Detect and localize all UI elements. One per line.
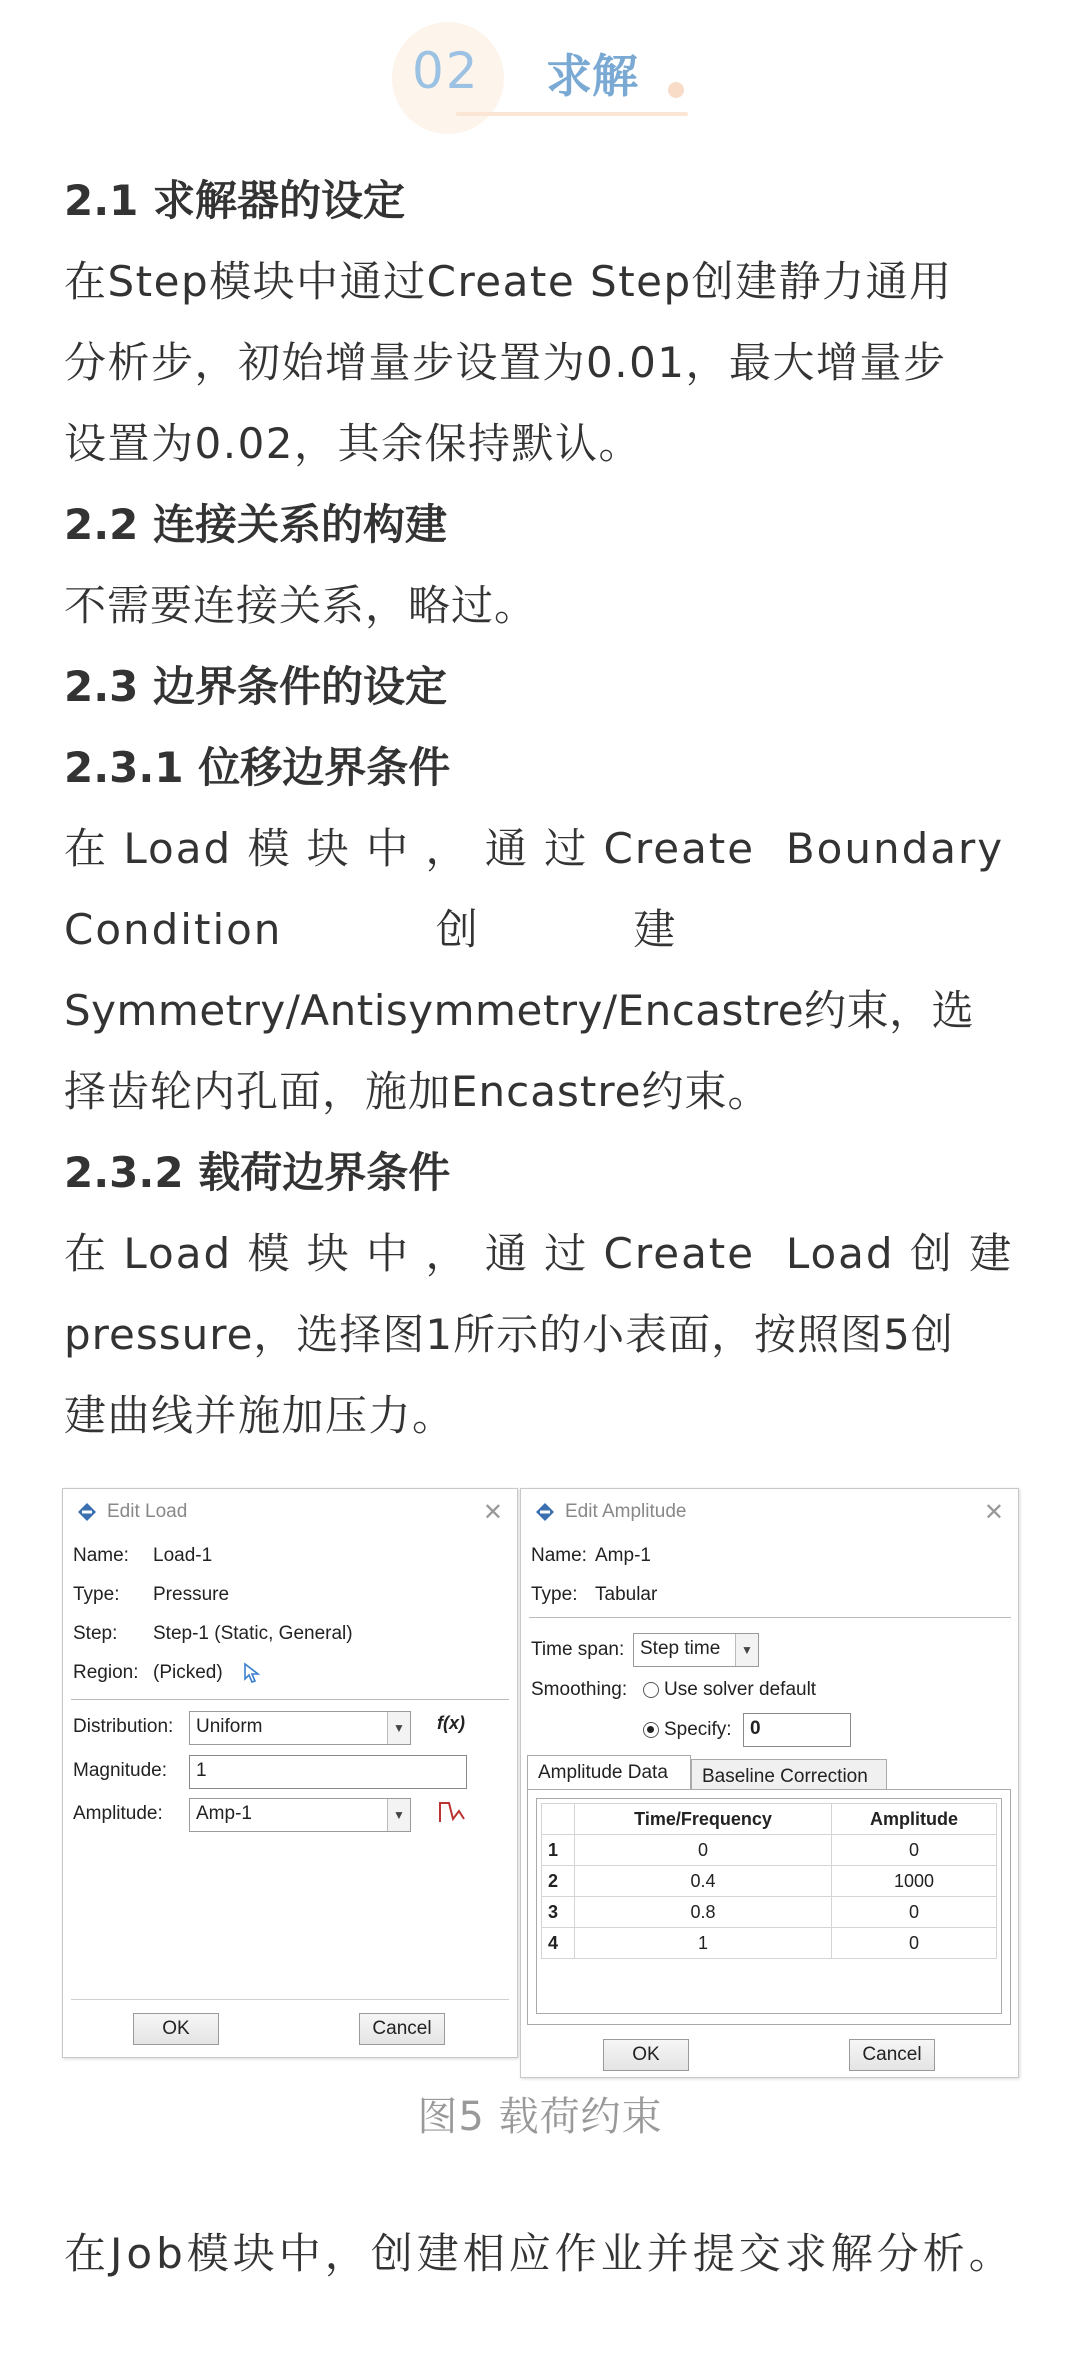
dialog-title: Edit Load bbox=[107, 1501, 188, 1522]
radio-selected-icon bbox=[643, 1722, 659, 1738]
region-value: (Picked) bbox=[153, 1662, 223, 1683]
amplitude-curve-icon[interactable] bbox=[437, 1797, 467, 1827]
closing-paragraph: 在Job模块中，创建相应作业并提交求解分析。 bbox=[64, 2229, 1015, 2278]
heading-displacement-bc: 2.3.1 位移边界条件 bbox=[64, 743, 451, 792]
radio-label: Use solver default bbox=[664, 1679, 817, 1700]
abaqus-app-icon bbox=[77, 1502, 97, 1522]
close-icon[interactable]: ✕ bbox=[983, 1499, 1004, 1526]
amplitude-label: Amplitude: bbox=[73, 1803, 163, 1824]
heading-connection: 2.2 连接关系的构建 bbox=[64, 500, 448, 549]
ok-button[interactable]: OK bbox=[133, 2013, 219, 2045]
amplitude-cell[interactable]: 1000 bbox=[832, 1866, 997, 1897]
section-title: 求解 bbox=[546, 49, 638, 103]
amplitude-selected: Amp-1 bbox=[196, 1803, 252, 1824]
row-number: 2 bbox=[542, 1866, 575, 1897]
step-value: Step-1 (Static, General) bbox=[153, 1623, 353, 1644]
step-label: Step: bbox=[73, 1623, 118, 1644]
time-cell[interactable]: 0 bbox=[575, 1835, 832, 1866]
text-line: Symmetry/Antisymmetry/Encastre约束，选 bbox=[64, 986, 975, 1035]
region-label: Region: bbox=[73, 1662, 139, 1683]
type-value: Pressure bbox=[153, 1584, 230, 1605]
text-line: 不需要连接关系，略过。 bbox=[64, 581, 538, 630]
text-line: 设置为0.02，其余保持默认。 bbox=[64, 419, 643, 468]
time-cell[interactable]: 1 bbox=[575, 1928, 832, 1959]
time-cell[interactable]: 0.4 bbox=[575, 1866, 832, 1897]
text-line: 在Step模块中通过Create Step创建静力通用 bbox=[64, 257, 953, 306]
chevron-down-icon: ▼ bbox=[387, 1799, 410, 1831]
text-line: 分析步，初始增量步设置为0.01，最大增量步 bbox=[64, 338, 947, 387]
tab-baseline-correction[interactable]: Baseline Correction bbox=[691, 1759, 887, 1789]
table-row[interactable] bbox=[542, 1866, 997, 1897]
row-number: 3 bbox=[542, 1897, 575, 1928]
abaqus-app-icon bbox=[535, 1502, 555, 1522]
time-cell[interactable]: 0.8 bbox=[575, 1897, 832, 1928]
function-fx-button[interactable]: f(x) bbox=[437, 1713, 465, 1733]
paragraph-solver-setup bbox=[64, 241, 1016, 484]
name-label: Name: bbox=[73, 1545, 129, 1566]
cancel-button[interactable]: Cancel bbox=[359, 2013, 445, 2045]
amplitude-table-frame bbox=[536, 1798, 1002, 2014]
edit-amplitude-dialog bbox=[520, 1488, 1019, 2078]
text-line: 在 Load 模 块 中 ， 通 过 Create Load 创 建 bbox=[64, 1229, 1014, 1278]
edit-load-dialog bbox=[62, 1488, 518, 2058]
amplitude-cell[interactable]: 0 bbox=[832, 1835, 997, 1866]
text-line: 建曲线并施加压力。 bbox=[64, 1391, 456, 1440]
text-line: 在 Load 模 块 中 ， 通 过 Create Boundary bbox=[64, 824, 1005, 873]
table-row[interactable] bbox=[542, 1928, 997, 1959]
magnitude-input[interactable]: 1 bbox=[189, 1755, 467, 1789]
tab-amplitude-data[interactable]: Amplitude Data bbox=[527, 1755, 691, 1789]
specify-radio[interactable] bbox=[643, 1719, 732, 1741]
time-span-select[interactable] bbox=[633, 1633, 759, 1667]
table-row[interactable] bbox=[542, 1897, 997, 1928]
cancel-button[interactable]: Cancel bbox=[849, 2039, 935, 2071]
text-line: 择齿轮内孔面，施加Encastre约束。 bbox=[64, 1067, 771, 1116]
name-value: Amp-1 bbox=[595, 1545, 651, 1566]
type-label: Type: bbox=[73, 1584, 120, 1605]
figure-caption: 图5 载荷约束 bbox=[417, 2094, 663, 2140]
amplitude-cell[interactable]: 0 bbox=[832, 1897, 997, 1928]
divider bbox=[71, 1699, 509, 1700]
tab-panel bbox=[527, 1789, 1011, 2025]
dialog-titlebar bbox=[63, 1489, 517, 1535]
distribution-select[interactable] bbox=[189, 1711, 411, 1745]
type-value: Tabular bbox=[595, 1584, 658, 1605]
column-header-time: Time/Frequency bbox=[575, 1804, 832, 1835]
pick-cursor-icon[interactable] bbox=[243, 1662, 261, 1684]
magnitude-label: Magnitude: bbox=[73, 1760, 168, 1781]
use-solver-default-radio[interactable] bbox=[643, 1679, 816, 1701]
amplitude-table bbox=[541, 1803, 997, 1959]
header-underline bbox=[456, 112, 688, 116]
heading-load-bc: 2.3.2 载荷边界条件 bbox=[64, 1148, 451, 1197]
dialog-title: Edit Amplitude bbox=[565, 1501, 687, 1522]
section-number: 02 bbox=[412, 42, 480, 100]
close-icon[interactable]: ✕ bbox=[482, 1499, 503, 1526]
amplitude-cell[interactable]: 0 bbox=[832, 1928, 997, 1959]
row-number: 4 bbox=[542, 1928, 575, 1959]
radio-label: Specify: bbox=[664, 1719, 732, 1740]
chevron-down-icon: ▼ bbox=[735, 1634, 758, 1666]
column-header-amplitude: Amplitude bbox=[832, 1804, 997, 1835]
heading-boundary: 2.3 边界条件的设定 bbox=[64, 662, 448, 711]
smoothing-label: Smoothing: bbox=[531, 1679, 628, 1700]
table-row[interactable] bbox=[542, 1835, 997, 1866]
text-line: pressure，选择图1所示的小表面，按照图5创 bbox=[64, 1310, 954, 1359]
radio-icon bbox=[643, 1682, 659, 1698]
name-value: Load-1 bbox=[153, 1545, 213, 1566]
chevron-down-icon: ▼ bbox=[387, 1712, 410, 1744]
name-label: Name: bbox=[531, 1545, 587, 1566]
paragraph-connection bbox=[64, 565, 1016, 646]
divider bbox=[529, 1617, 1011, 1618]
heading-solver-setup: 2.1 求解器的设定 bbox=[64, 176, 406, 225]
article-content bbox=[64, 160, 1016, 1456]
divider bbox=[71, 1999, 509, 2000]
text-line: Condition 创 建 bbox=[64, 905, 678, 954]
time-span-label: Time span: bbox=[531, 1639, 625, 1660]
type-label: Type: bbox=[531, 1584, 578, 1605]
time-span-selected: Step time bbox=[640, 1638, 721, 1659]
paragraph-displacement-bc bbox=[64, 808, 1016, 1132]
table-corner bbox=[542, 1804, 575, 1835]
distribution-label: Distribution: bbox=[73, 1716, 174, 1737]
header-dot bbox=[668, 82, 684, 98]
row-number: 1 bbox=[542, 1835, 575, 1866]
dialog-titlebar bbox=[521, 1489, 1018, 1535]
table-header-row bbox=[542, 1804, 997, 1835]
amplitude-select[interactable] bbox=[189, 1798, 411, 1832]
specify-input[interactable]: 0 bbox=[743, 1713, 851, 1747]
ok-button[interactable]: OK bbox=[603, 2039, 689, 2071]
paragraph-load-bc bbox=[64, 1213, 1016, 1456]
distribution-selected: Uniform bbox=[196, 1716, 263, 1737]
figure-screenshot bbox=[62, 1488, 1017, 2076]
section-header bbox=[0, 0, 1080, 140]
